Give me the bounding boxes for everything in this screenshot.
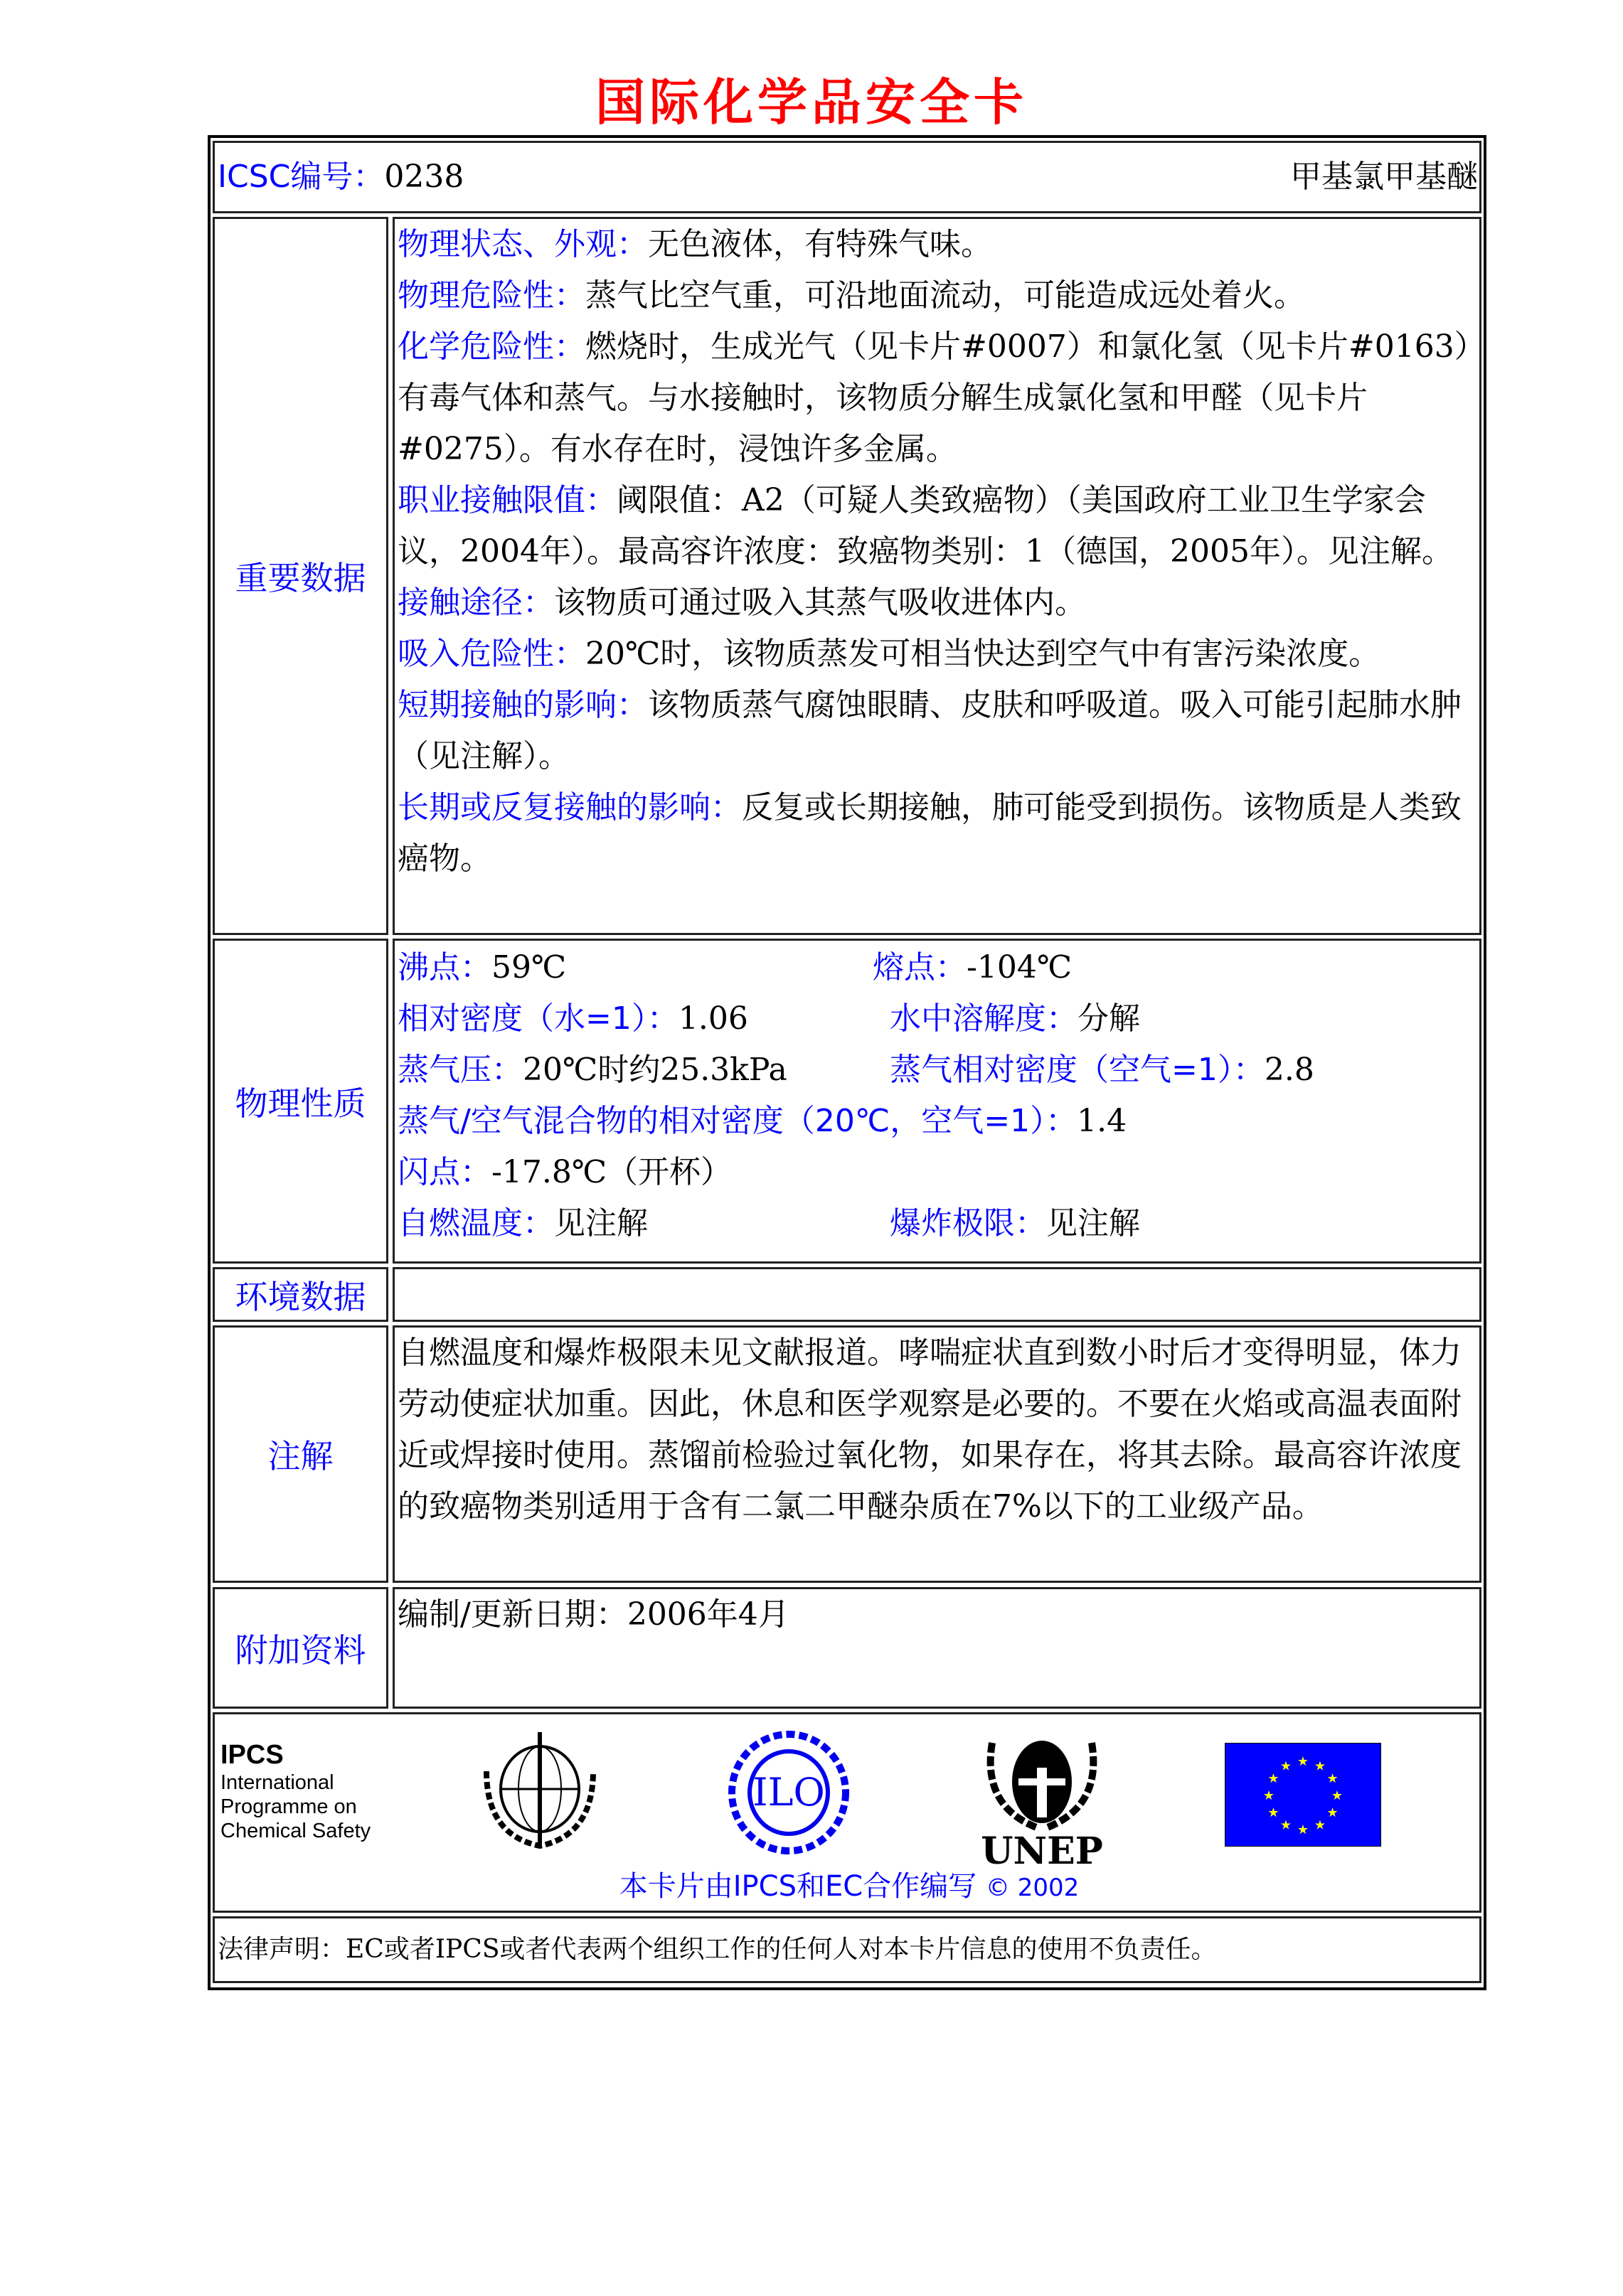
eu-star-icon: ★: [1331, 1788, 1343, 1803]
chemical-name: 甲基氯甲基醚: [1290, 159, 1478, 195]
important-data-content: [393, 217, 1481, 935]
eu-star-icon: ★: [1314, 1758, 1326, 1774]
item-long-term: 长期或反复接触的影响：反复或长期接触，肺可能受到损伤。该物质是人类致癌物。: [398, 789, 1462, 877]
environment-content: [393, 1267, 1481, 1322]
item-short-term: 短期接触的影响：该物质蒸气腐蚀眼睛、皮肤和呼吸道。吸入可能引起肺水肿（见注解）。: [398, 687, 1462, 774]
item-chemical-danger: 化学危险性：燃烧时，生成光气（见卡片#0007）和氯化氢（见卡片#0163）有毒气体和蒸气。与水接触时，该物质分解生成氯化氢和甲醛（见卡片#0275）。有水存在时，浸蚀许多金属。: [398, 329, 1470, 467]
item-exposure-limits: 职业接触限值：阈限值：A2（可疑人类致癌物）（美国政府工业卫生学家会议，2004年）。最高容许浓度：致癌物类别：1（德国，2005年）。见注解。: [398, 482, 1453, 570]
item-physical-danger: 物理危险性：蒸气比空气重，可沿地面流动，可能造成远处着火。: [398, 277, 1305, 314]
melting-point: 熔点：-104℃: [873, 949, 1073, 986]
explosive-limits: 爆炸极限：见注解: [890, 1205, 1140, 1242]
who-logo-icon: [472, 1729, 607, 1857]
eu-star-icon: ★: [1267, 1805, 1279, 1820]
relative-density: 相对密度（水=1）：1.06: [398, 1000, 748, 1037]
unep-logo-icon: [974, 1729, 1110, 1871]
eu-star-icon: ★: [1314, 1817, 1326, 1833]
notes-content: 自燃温度和爆炸极限未见文献报道。哮喘症状直到数小时后才变得明显，体力劳动使症状加重。因此，休息和医学观察是必要的。不要在火焰或高温表面附近或焊接时使用。蒸馏前检验过氧化物，如果存在，将其去除。最高容许浓度的致癌物类别适用于含有二氯二甲醚杂质在7%以下的工业级产品。: [393, 1325, 1481, 1583]
page-title: 国际化学品安全卡: [595, 73, 1028, 132]
additional-content: 编制/更新日期：2006年4月: [393, 1587, 1481, 1709]
svg-text:ILO: ILO: [752, 1770, 825, 1815]
section-label-important: 重要数据: [213, 217, 388, 935]
boiling-point: 沸点：59℃: [398, 949, 567, 986]
icsc-number: 0238: [384, 159, 464, 195]
ipcs-logo: IPCS International Programme on Chemical Safety: [220, 1740, 371, 1842]
item-appearance: 物理状态、外观：无色液体，有特殊气味。: [398, 226, 992, 262]
eu-star-icon: ★: [1326, 1805, 1339, 1820]
eu-star-icon: ★: [1279, 1817, 1292, 1833]
vapour-pressure: 蒸气压：20℃时约25.3kPa: [398, 1052, 787, 1088]
section-label-additional: 附加资料: [213, 1587, 388, 1709]
section-label-environment: 环境数据: [213, 1267, 388, 1322]
physical-content: [393, 939, 1481, 1264]
legal-row: [213, 1916, 1481, 1983]
solubility: 水中溶解度：分解: [890, 1000, 1140, 1037]
autoignition: 自燃温度：见注解: [398, 1205, 648, 1242]
credit-line: 本卡片由IPCS和EC合作编写 © 2002: [619, 1870, 1080, 1903]
vapour-density: 蒸气相对密度（空气=1）：2.8: [890, 1052, 1314, 1088]
ilo-logo-icon: [721, 1729, 856, 1857]
legal-notice: 法律声明：EC或者IPCS或者代表两个组织工作的任何人对本卡片信息的使用不负责任。: [218, 1935, 1217, 1964]
item-routes: 接触途径：该物质可通过吸入其蒸气吸收进体内。: [398, 584, 1086, 621]
section-label-physical: 物理性质: [213, 939, 388, 1264]
eu-flag-icon: [1225, 1743, 1381, 1847]
eu-star-icon: ★: [1297, 1822, 1309, 1837]
logos-row: [213, 1712, 1481, 1913]
eu-star-icon: ★: [1267, 1771, 1279, 1786]
section-label-notes: 注解: [213, 1325, 388, 1583]
icsc-label: ICSC编号：: [218, 159, 385, 195]
eu-star-icon: ★: [1279, 1758, 1292, 1774]
svg-text:UNEP: UNEP: [981, 1830, 1103, 1871]
eu-star-icon: ★: [1262, 1788, 1275, 1803]
header-row: [213, 141, 1481, 213]
eu-star-icon: ★: [1297, 1754, 1309, 1769]
eu-star-icon: ★: [1326, 1771, 1339, 1786]
mixture-density: 蒸气/空气混合物的相对密度（20℃，空气=1）：1.4: [398, 1103, 1127, 1139]
flash-point: 闪点：-17.8℃（开杯）: [398, 1154, 733, 1190]
item-inhalation: 吸入危险性：20℃时，该物质蒸发可相当快达到空气中有害污染浓度。: [398, 636, 1380, 672]
